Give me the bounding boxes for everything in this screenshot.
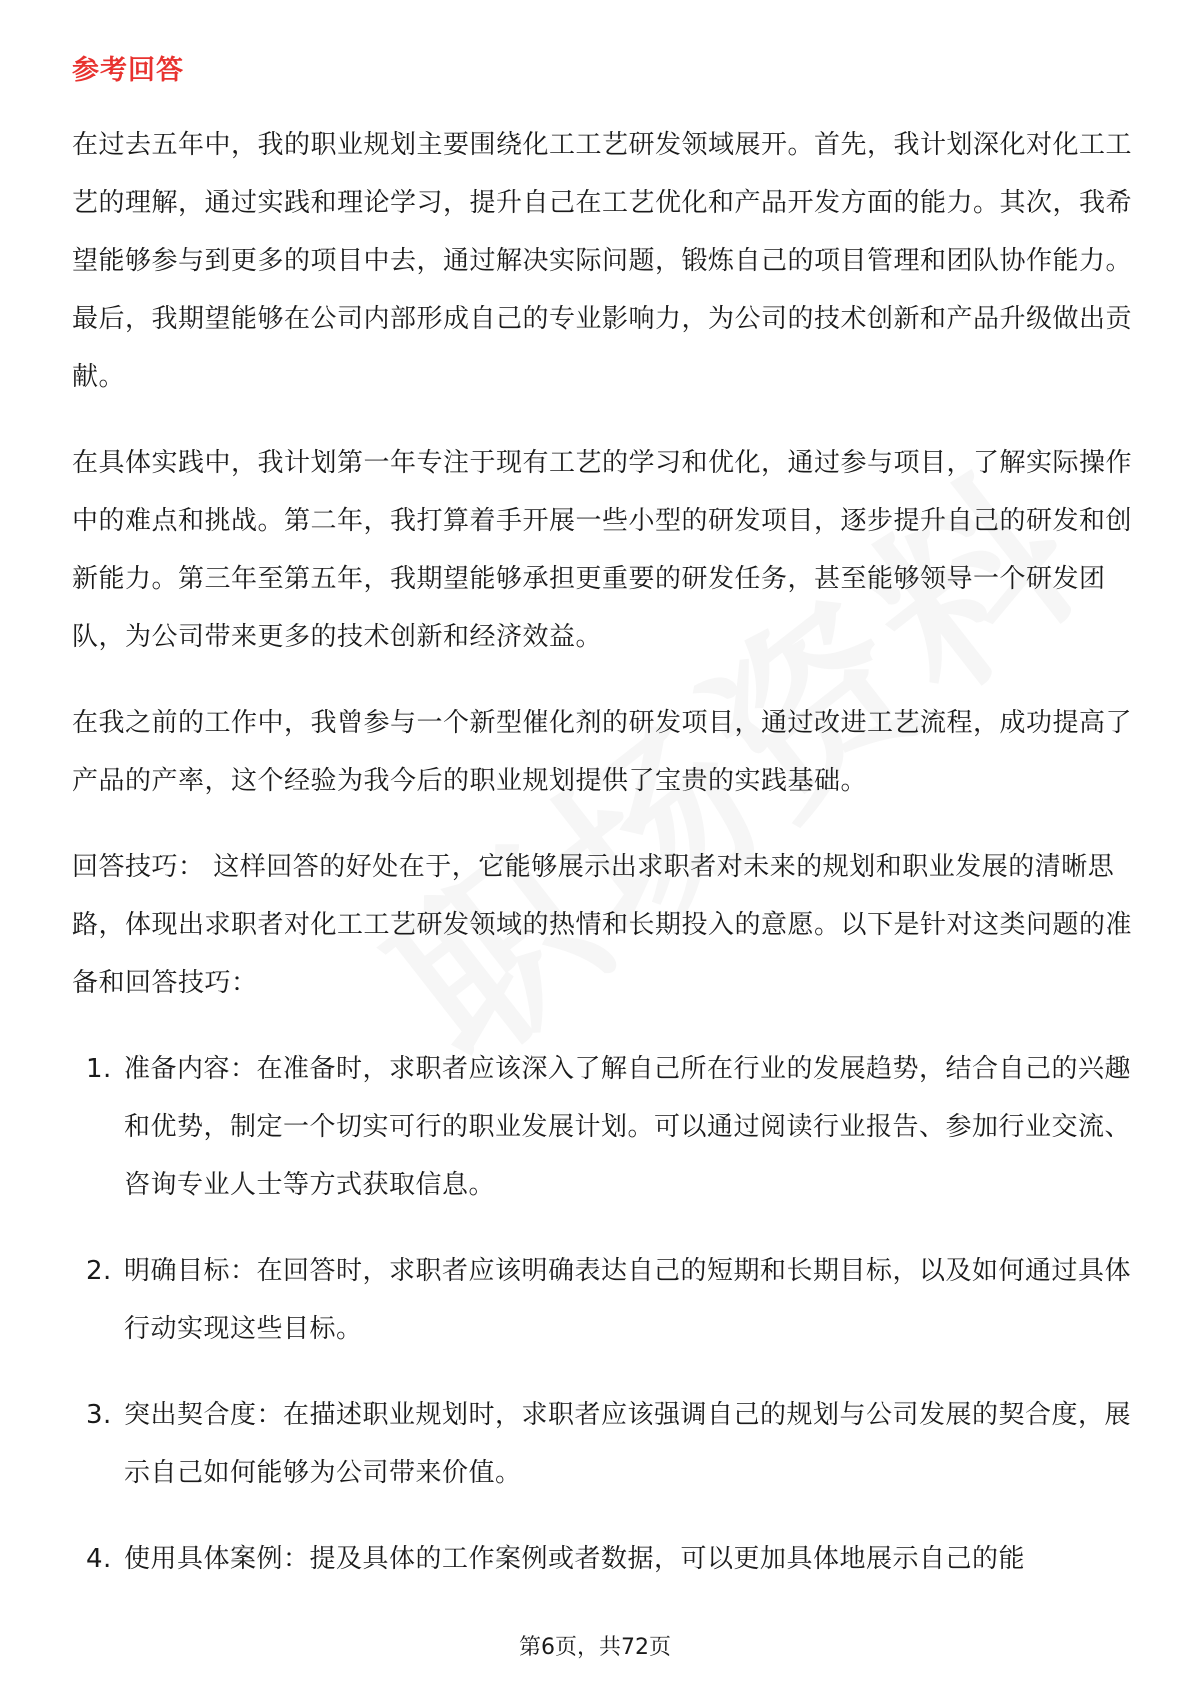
tips-list [72,1040,1132,1588]
list-item [72,1242,1132,1358]
paragraph: 在具体实践中，我计划第一年专注于现有工艺的学习和优化，通过参与项目，了解实际操作中的难点和挑战。第二年，我打算着手开展一些小型的研发项目，逐步提升自己的研发和创新能力。第三年至第五年，我期望能够承担更重要的研发任务，甚至能够领导一个研发团队，为公司带来更多的技术创新和经济效益。 [72,448,1133,652]
list-item [72,1530,1132,1588]
list-item-text: 明确目标：在回答时，求职者应该明确表达自己的短期和长期目标，以及如何通过具体行动实现这些目标。 [124,1256,1132,1344]
list-number: 4. [86,1544,112,1574]
list-item-text: 准备内容：在准备时，求职者应该深入了解自己所在行业的发展趋势，结合自己的兴趣和优势，制定一个切实可行的职业发展计划。可以通过阅读行业报告、参加行业交流、咨询专业人士等方式获取信息。 [124,1054,1132,1200]
list-item [72,1040,1132,1214]
document-body [72,116,1132,1616]
list-number: 2. [86,1256,112,1286]
list-item [72,1386,1132,1502]
section-heading: 参考回答 [72,55,184,86]
paragraph: 回答技巧： 这样回答的好处在于，它能够展示出求职者对未来的规划和职业发展的清晰思路，体现出求职者对化工工艺研发领域的热情和长期投入的意愿。以下是针对这类问题的准备和回答技巧： [72,852,1133,998]
paragraph: 在我之前的工作中，我曾参与一个新型催化剂的研发项目，通过改进工艺流程，成功提高了产品的产率，这个经验为我今后的职业规划提供了宝贵的实践基础。 [72,708,1133,796]
list-number: 3. [86,1400,112,1430]
list-number: 1. [86,1054,112,1084]
paragraph: 在过去五年中，我的职业规划主要围绕化工工艺研发领域展开。首先，我计划深化对化工工艺的理解，通过实践和理论学习，提升自己在工艺优化和产品开发方面的能力。其次，我希望能够参与到更多的项目中去，通过解决实际问题，锻炼自己的项目管理和团队协作能力。最后，我期望能够在公司内部形成自己的专业影响力，为公司的技术创新和产品升级做出贡献。 [72,130,1133,392]
list-item-text: 使用具体案例：提及具体的工作案例或者数据，可以更加具体地展示自己的能 [124,1544,1026,1574]
page-footer: 第6页，共72页 [519,1635,671,1660]
list-item-text: 突出契合度：在描述职业规划时，求职者应该强调自己的规划与公司发展的契合度，展示自己如何能够为公司带来价值。 [124,1400,1132,1488]
